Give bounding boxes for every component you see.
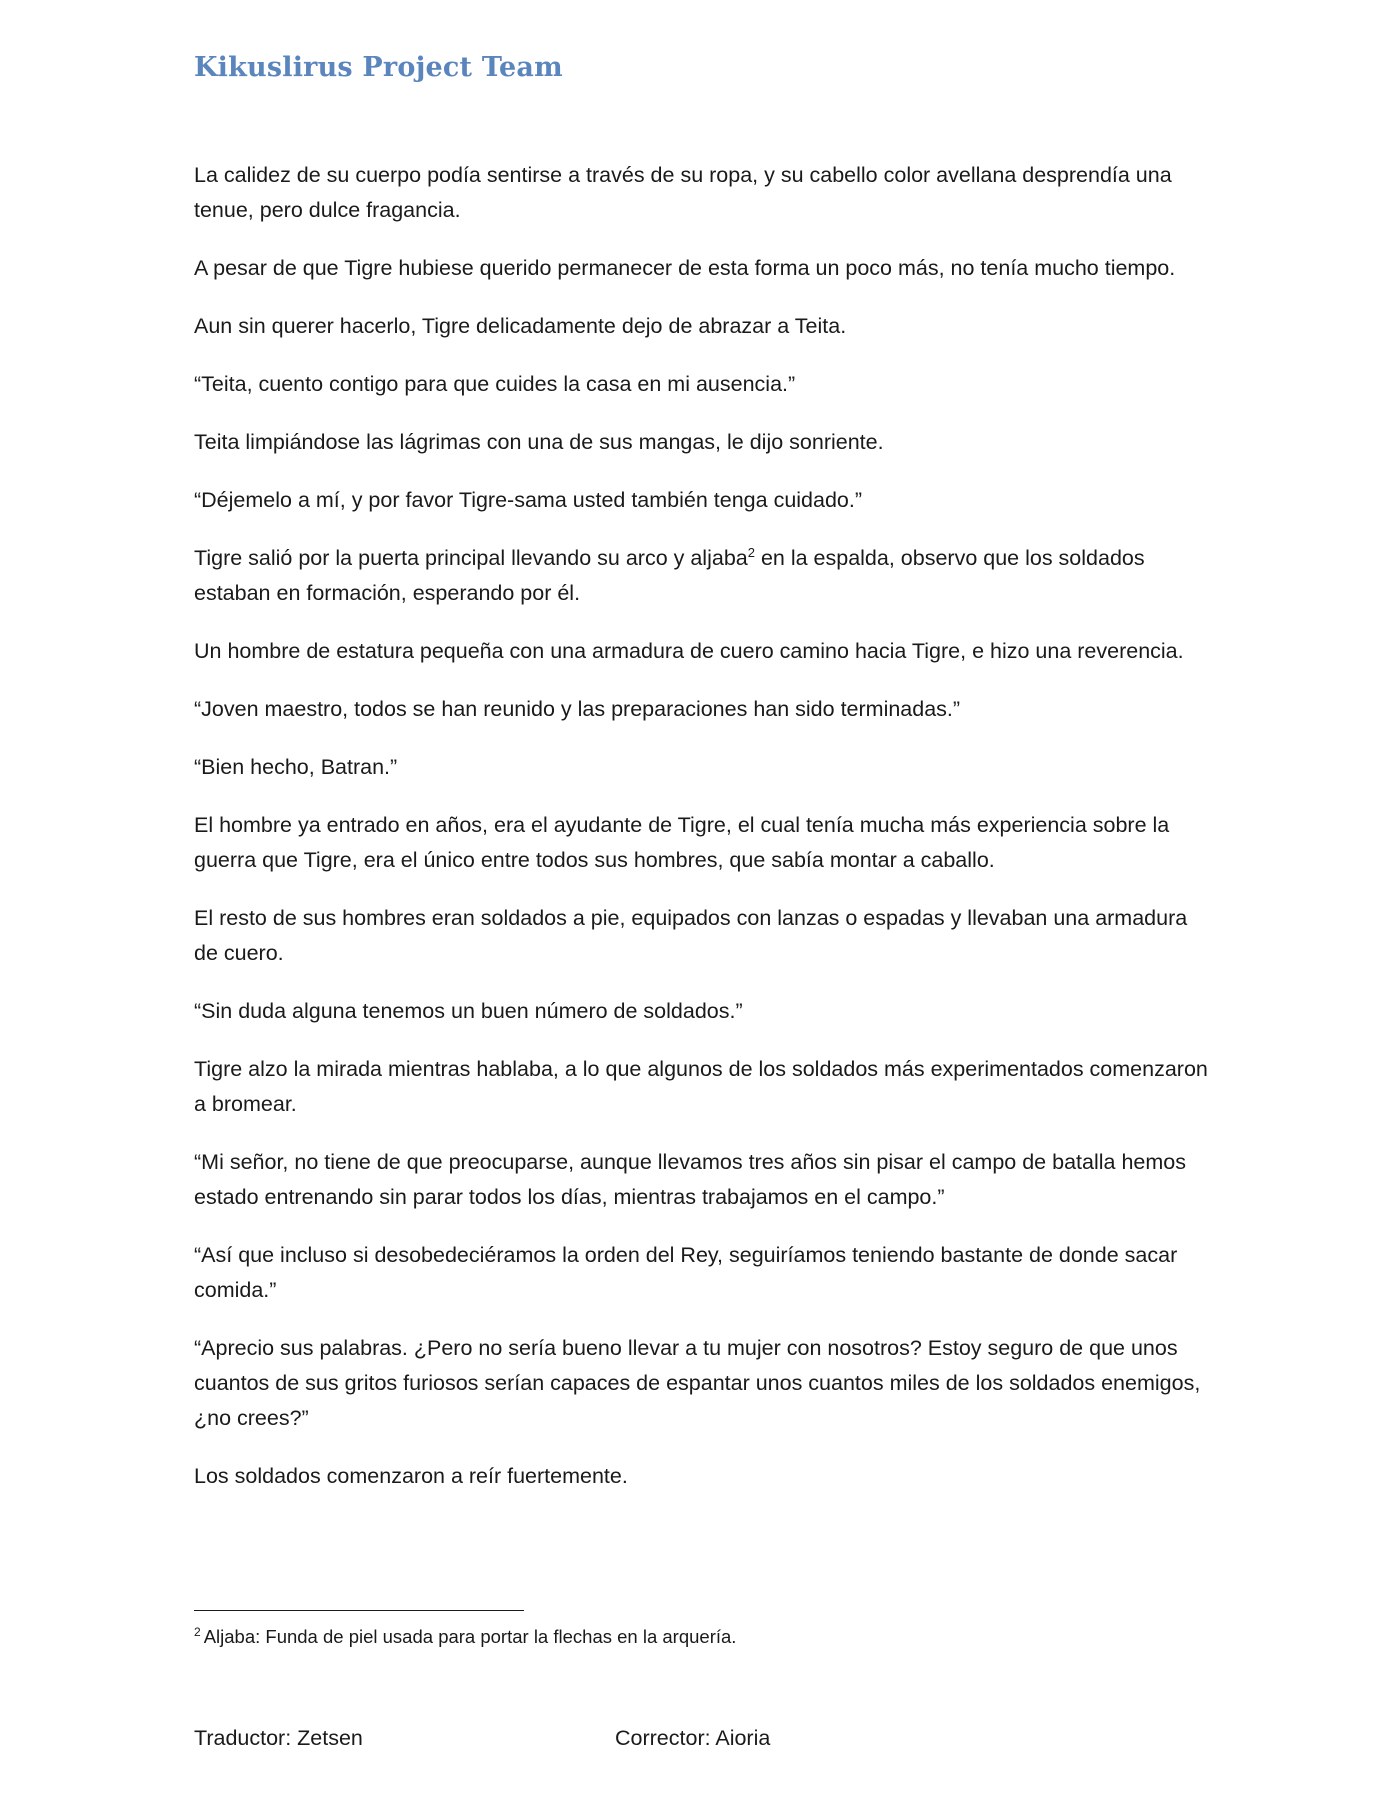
paragraph: Aun sin querer hacerlo, Tigre delicadamente dejo de abrazar a Teita. [194, 314, 847, 338]
paragraph: “Teita, cuento contigo para que cuides la casa en mi ausencia.” [194, 372, 796, 396]
paragraph-text: en la espalda, observo que los soldados estaban en formación, esperando por él. [194, 546, 1145, 605]
paragraph: “Aprecio sus palabras. ¿Pero no sería bueno llevar a tu mujer con nosotros? Estoy seguro de que unos cuantos de sus gritos furiosos serían capaces de espantar unos cuantos miles de los soldados enemigos, ¿no crees?” [194, 1336, 1201, 1430]
paragraph: La calidez de su cuerpo podía sentirse a través de su ropa, y su cabello color avellana desprendía una tenue, pero dulce fragancia. [194, 163, 1172, 222]
footnote [194, 1624, 736, 1650]
paragraph: “Así que incluso si desobedeciéramos la orden del Rey, seguiríamos teniendo bastante de donde sacar comida.” [194, 1243, 1178, 1302]
paragraph: “Mi señor, no tiene de que preocuparse, aunque llevamos tres años sin pisar el campo de batalla hemos estado entrenando sin parar todos los días, mientras trabajamos en el campo.” [194, 1150, 1186, 1209]
footer-translator: Traductor: Zetsen [194, 1726, 363, 1750]
paragraph: “Joven maestro, todos se han reunido y las preparaciones han sido terminadas.” [194, 697, 961, 721]
footnote-number: 2 [194, 1624, 201, 1639]
paragraph: “Déjemelo a mí, y por favor Tigre-sama usted también tenga cuidado.” [194, 488, 863, 512]
footnote-separator [194, 1610, 524, 1611]
document-body [194, 158, 1214, 1517]
paragraph: Tigre alzo la mirada mientras hablaba, a lo que algunos de los soldados más experimentados comenzaron a bromear. [194, 1057, 1208, 1116]
paragraph-with-footnote-ref [194, 541, 1214, 611]
paragraph: El resto de sus hombres eran soldados a pie, equipados con lanzas o espadas y llevaban una armadura de cuero. [194, 906, 1188, 965]
footnote-text: Aljaba: Funda de piel usada para portar la flechas en la arquería. [203, 1626, 737, 1647]
paragraph: “Bien hecho, Batran.” [194, 755, 398, 779]
footer-corrector: Corrector: Aioria [615, 1726, 771, 1750]
paragraph: “Sin duda alguna tenemos un buen número de soldados.” [194, 999, 743, 1023]
footnote-reference[interactable]: 2 [747, 544, 755, 560]
paragraph: Un hombre de estatura pequeña con una armadura de cuero camino hacia Tigre, e hizo una reverencia. [194, 639, 1184, 663]
paragraph: Teita limpiándose las lágrimas con una de sus mangas, le dijo sonriente. [194, 430, 884, 454]
page-header-title: Kikuslirus Project Team [194, 52, 563, 83]
paragraph: A pesar de que Tigre hubiese querido permanecer de esta forma un poco más, no tenía mucho tiempo. [194, 256, 1176, 280]
paragraph-text: Tigre salió por la puerta principal llevando su arco y aljaba [194, 546, 748, 570]
paragraph: El hombre ya entrado en años, era el ayudante de Tigre, el cual tenía mucha más experiencia sobre la guerra que Tigre, era el único entre todos sus hombres, que sabía montar a caballo. [194, 813, 1170, 872]
paragraph: Los soldados comenzaron a reír fuertemente. [194, 1464, 628, 1488]
